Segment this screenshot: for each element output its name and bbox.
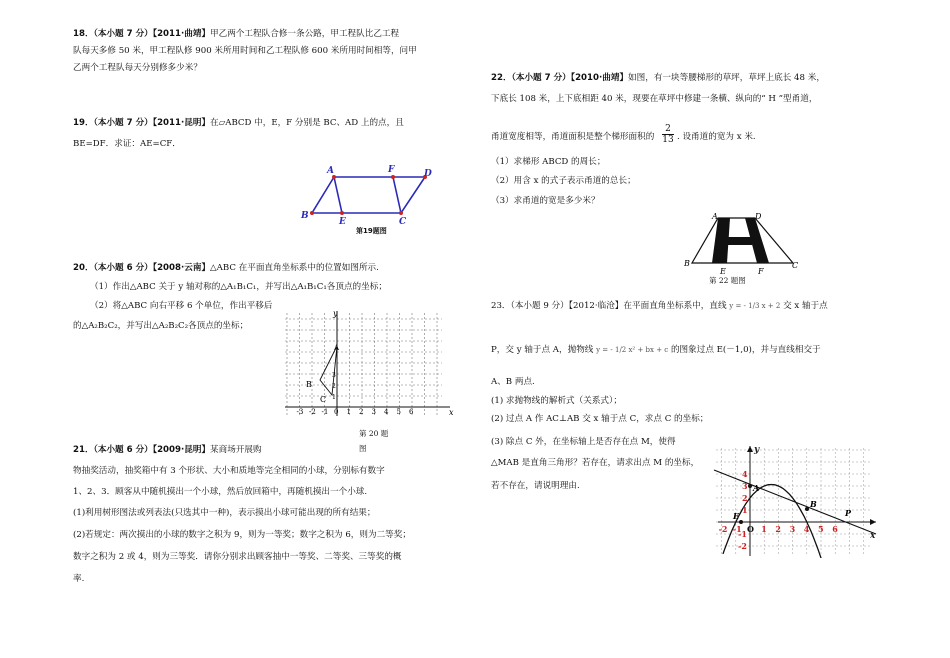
q21-line5: (2)若规定：两次摸出的小球的数字之积为 9，则为一等奖；数字之积为 6，则为二等奖； <box>73 530 411 540</box>
q19-label-F: F <box>388 165 395 175</box>
q19-line1 <box>73 118 404 129</box>
q21-line7: 率. <box>73 574 85 584</box>
q20-label-A: A <box>334 344 340 352</box>
q20-caption-1: 第 20 题 <box>359 429 389 438</box>
q23-label-E: E <box>733 511 740 521</box>
q23-y-tick-label: 4 <box>742 469 748 479</box>
q20-label-B: B <box>306 380 312 389</box>
q22-text1: 如图，有一块等腰梯形的草坪，草坪上底长 48 米， <box>628 73 825 83</box>
q23-y-axis-label: y <box>754 445 760 455</box>
q18-label: 18．（本小题 7 分）【2011·曲靖】 <box>73 29 211 39</box>
q23-text1a: 在平面直角坐标系中，直线 <box>623 301 727 311</box>
q19-label-E: E <box>339 217 346 227</box>
q20-x-tick-label: 0 <box>334 408 339 416</box>
q23-x-tick-label: 1 <box>761 524 767 534</box>
q21-line3: 1、2、3．顾客从中随机摸出一个小球，然后放回箱中，再随机摸出一个小球. <box>73 487 368 497</box>
q20-caption-2: 图 <box>359 444 367 453</box>
q20-grid-figure <box>282 308 457 420</box>
q20-line3: （2）将△ABC 向右平移 6 个单位，作出平移后 <box>90 301 273 311</box>
q23-line5: (2) 过点 A 作 AC⊥AB 交 x 轴于点 C，求点 C 的坐标； <box>491 414 709 424</box>
q20-x-tick-label: 1 <box>346 408 351 416</box>
q23-label-A: A <box>753 483 760 493</box>
q18-text1: 甲乙两个工程队合修一条公路，甲工程队比乙工程 <box>210 29 400 39</box>
q22-fraction <box>662 124 674 145</box>
q22-line6: （3）求甬道的宽是多少米？ <box>491 196 600 206</box>
q22-trapezoid-figure <box>682 208 812 288</box>
q20-x-tick-label: 2 <box>359 408 364 416</box>
q23-x-tick-label: 4 <box>803 524 810 534</box>
q23-line6: (3) 除点 C 外，在坐标轴上是否存在点 M，使得 <box>491 437 676 447</box>
q18-line1 <box>73 29 399 40</box>
q20-x-tick-label: -3 <box>296 408 304 416</box>
q21-line6: 数字之积为 2 或 4，则为三等奖．请你分别求出顾客抽中一等奖、二等奖、三等奖的概 <box>73 552 402 562</box>
q22-label-F: F <box>758 267 764 276</box>
q23-y-tick-label: -1 <box>738 529 747 539</box>
q23-line-equation: y = - 1/3 x + 2 <box>729 302 781 310</box>
q21-line4: (1)利用树形图法或列表法(只选其中一种)，表示摸出小球可能出现的所有结果； <box>73 508 376 518</box>
q23-x-tick-label: 3 <box>789 524 796 534</box>
q20-text1: △ABC 在平面直角坐标系中的位置如图所示. <box>210 263 379 273</box>
q23-line1 <box>491 301 828 312</box>
q20-label: 20．（本小题 6 分）【2008·云南】 <box>73 263 211 273</box>
q23-label: 23．（本小题 9 分）【2012·临沧】 <box>491 301 624 311</box>
q23-y-tick-label: 2 <box>742 493 748 503</box>
q20-line1 <box>73 263 379 274</box>
q23-line7: △MAB 是直角三角形？若存在，请求出点 M 的坐标， <box>491 458 700 468</box>
q19-line2: BE=DF．求证：AE=CF． <box>73 139 181 149</box>
q23-text2b: 的图象过点 E(－1,0)，并与直线相交于 <box>670 345 821 355</box>
q23-x-tick-label: 6 <box>832 524 838 534</box>
q22-label: 22．（本小题 7 分）【2010·曲靖】 <box>491 73 629 83</box>
q23-y-tick-label: -2 <box>738 541 747 551</box>
q20-x-tick-label: 5 <box>396 408 401 416</box>
q23-graph-figure <box>712 440 882 558</box>
q23-line3: A、B 两点. <box>491 377 535 387</box>
q23-x-tick-label: -2 <box>718 524 728 534</box>
q22-caption: 第 22 题图 <box>709 276 746 285</box>
q20-x-axis-label: x <box>449 408 454 417</box>
q20-y-tick-label: 2 <box>332 383 336 390</box>
q20-line2: （1）作出△ABC 关于 y 轴对称的△A₁B₁C₁，并写出△A₁B₁C₁各顶点的坐标； <box>90 282 387 292</box>
q23-x-tick-label: 2 <box>775 524 781 534</box>
q19-label-D: D <box>424 169 432 179</box>
q22-frac-num: 2 <box>665 124 671 134</box>
q21-text1: 某商场开展购 <box>210 445 262 455</box>
q20-x-tick-label: -2 <box>309 408 316 416</box>
q18-line3: 乙两个工程队每天分别修多少米？ <box>73 63 202 73</box>
q18-line2: 队每天多修 50 米，甲工程队修 900 米所用时间和乙工程队修 600 米所用时间相等，问甲 <box>73 46 417 56</box>
q19-text1: 在▱ABCD 中，E，F 分别是 BC、AD 上的点，且 <box>210 118 404 128</box>
q23-x-tick-label: -1 <box>732 524 742 534</box>
q20-x-tick-label: -1 <box>321 408 329 416</box>
q23-x-tick-label: 5 <box>818 524 824 534</box>
q22-line4: （1）求梯形 ABCD 的周长； <box>491 157 606 167</box>
q23-text2a: P，交 y 轴于点 A，抛物线 <box>491 345 594 355</box>
q22-line1 <box>491 73 825 84</box>
q23-parabola-equation: y = - 1/2 x² + bx + c <box>596 346 669 354</box>
q23-line4: (1) 求抛物线的解析式（关系式）； <box>491 396 622 406</box>
q23-x-axis-label: x <box>870 531 876 541</box>
q22-label-C: C <box>792 261 799 270</box>
q20-y-tick-label: 1 <box>332 394 336 401</box>
q20-y-tick-label: 3 <box>332 372 336 379</box>
q22-line3b: . 设甬道的宽为 x 米. <box>677 132 756 142</box>
q22-label-E: E <box>720 267 726 276</box>
q20-y-axis-label: y <box>333 309 338 318</box>
q19-label-C: C <box>399 217 407 227</box>
q19-caption: 第19题图 <box>356 227 387 235</box>
q22-label-B: B <box>684 259 690 268</box>
q23-y-tick-label: 1 <box>742 505 748 515</box>
q19-label-A: A <box>327 166 334 176</box>
q21-line1 <box>73 445 262 456</box>
q19-label: 19．（本小题 7 分）【2011·昆明】 <box>73 118 211 128</box>
q22-label-A: A <box>712 212 718 221</box>
q20-label-C: C <box>320 395 327 404</box>
q21-line2: 物抽奖活动，抽奖箱中有 3 个形状、大小和质地等完全相同的小球，分别标有数字 <box>73 466 385 476</box>
q23-label-P: P <box>845 508 852 518</box>
q23-x-tick-label: O <box>747 524 754 534</box>
q22-label-D: D <box>755 212 762 221</box>
q23-line2 <box>491 345 821 356</box>
q22-line2: 下底长 108 米，上下底相距 40 米，现要在草坪中修建一条横、纵向的“ H ”型甬道， <box>491 94 818 104</box>
q20-x-tick-label: 4 <box>384 408 389 416</box>
q22-line3a: 甬道宽度相等，甬道面积是整个梯形面积的 <box>491 132 655 142</box>
q23-text1b: 交 x 轴于点 <box>783 301 828 311</box>
q21-label: 21．（本小题 6 分）【2009·昆明】 <box>73 445 211 455</box>
q19-label-B: B <box>301 211 309 221</box>
q22-frac-den: 13 <box>662 135 674 145</box>
q20-x-tick-label: 3 <box>371 408 376 416</box>
q22-line5: （2）用含 x 的式子表示甬道的总长； <box>491 176 636 186</box>
q20-line4: 的△A₂B₂C₂，并写出△A₂B₂C₂各顶点的坐标； <box>73 321 249 331</box>
q23-label-B: B <box>810 499 817 509</box>
q23-line8: 若不存在，请说明理由. <box>491 481 580 491</box>
q23-y-tick-label: 3 <box>742 481 748 491</box>
q20-x-tick-label: 6 <box>409 408 414 416</box>
